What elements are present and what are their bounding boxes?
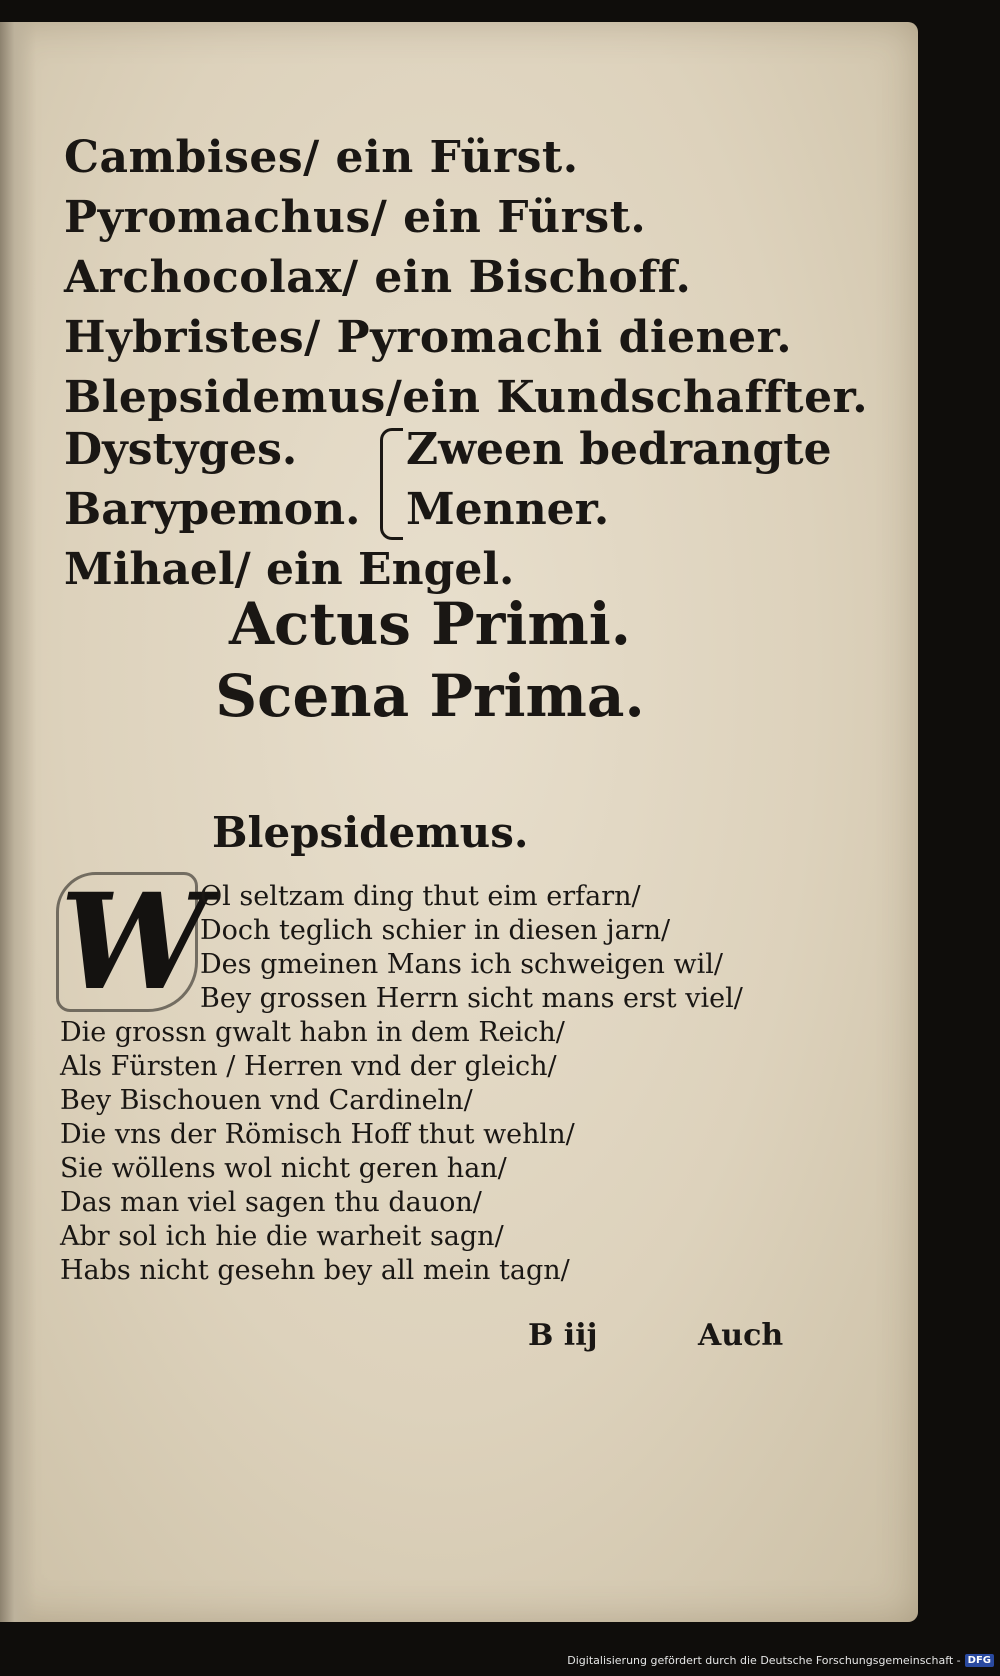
verse-block (60, 865, 820, 1288)
scene-title: Scena Prima. (215, 662, 645, 730)
verse-line: Doch teglich schier in diesen jarn/ (200, 915, 671, 946)
digitization-credit (567, 1650, 994, 1670)
verse-line: Bey grossen Herrn sicht mans erst viel/ (200, 983, 743, 1014)
cast-description-line: Zween bedrangte (406, 424, 832, 475)
catchword: Auch (698, 1318, 784, 1353)
cast-description-line: Menner. (406, 484, 610, 535)
cast-entry: Barypemon. (64, 484, 361, 535)
verse-line: Habs nicht gesehn bey all mein tagn/ (60, 1255, 570, 1286)
signature-mark: B iij (528, 1318, 598, 1353)
verse-line: Ol seltzam ding thut eim erfarn/ (200, 881, 641, 912)
credit-text: Digitalisierung gefördert durch die Deutsche Forschungsgemeinschaft - (567, 1653, 961, 1667)
verse-line: Des gmeinen Mans ich schweigen wil/ (200, 949, 724, 980)
cast-entry: Pyromachus/ ein Fürst. (64, 192, 647, 243)
cast-entry: Cambises/ ein Fürst. (64, 132, 579, 183)
cast-entry-last: Mihael/ ein Engel. (64, 544, 515, 595)
verse-line: Sie wöllens wol nicht geren han/ (60, 1153, 507, 1184)
verse-line: Die vns der Römisch Hoff thut wehln/ (60, 1119, 575, 1150)
dfg-logo: DFG (965, 1654, 994, 1667)
verse-line: Abr sol ich hie die warheit sagn/ (60, 1221, 504, 1252)
cast-list (64, 128, 869, 428)
cast-entry: Blepsidemus/ein Kundschaffter. (64, 372, 869, 423)
verse-line: Das man viel sagen thu dauon/ (60, 1187, 482, 1218)
speaker-name: Blepsidemus. (212, 808, 529, 857)
cast-entry: Archocolax/ ein Bischoff. (64, 252, 692, 303)
cast-entry: Dystyges. (64, 424, 298, 475)
page-gutter (0, 22, 36, 1622)
paired-description (406, 420, 832, 540)
verse-line: Die grossn gwalt habn in dem Reich/ (60, 1017, 565, 1048)
act-title: Actus Primi. (229, 590, 631, 658)
paired-cast (64, 420, 864, 540)
bracket-brace (380, 428, 403, 540)
decorated-initial: W (60, 865, 209, 1020)
verse-line: Als Fürsten / Herren vnd der gleich/ (60, 1051, 557, 1082)
cast-entry: Hybristes/ Pyromachi diener. (64, 312, 793, 363)
verse-line: Bey Bischouen vnd Cardineln/ (60, 1085, 473, 1116)
paired-names (64, 420, 360, 540)
